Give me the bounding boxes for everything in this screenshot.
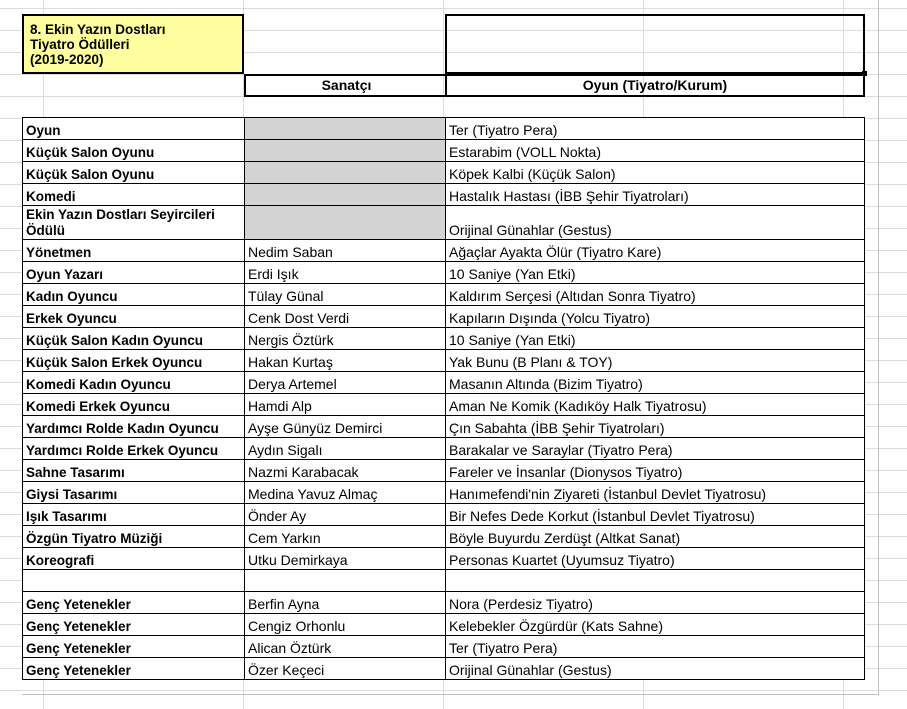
category-cell[interactable]: Komedi Kadın Oyuncu [23, 372, 245, 394]
artist-column-header[interactable]: Sanatçı [244, 74, 447, 97]
artist-cell[interactable]: Cenk Dost Verdi [245, 306, 446, 328]
play-cell[interactable]: Hanımefendi'nin Ziyareti (İstanbul Devlet Tiyatrosu) [446, 482, 865, 504]
artist-cell[interactable]: Hamdi Alp [245, 394, 446, 416]
table-row [23, 372, 865, 394]
category-cell[interactable]: Genç Yetenekler [23, 614, 245, 636]
play-cell[interactable]: Fareler ve İnsanlar (Dionysos Tiyatro) [446, 460, 865, 482]
artist-cell[interactable]: Önder Ay [245, 504, 446, 526]
table-row [23, 118, 865, 140]
category-cell[interactable]: Yönetmen [23, 240, 245, 262]
artist-cell[interactable]: Cem Yarkın [245, 526, 446, 548]
play-cell[interactable]: Kaldırım Serçesi (Altıdan Sonra Tiyatro) [446, 284, 865, 306]
category-cell[interactable]: Yardımcı Rolde Erkek Oyuncu [23, 438, 245, 460]
artist-cell[interactable] [245, 206, 446, 240]
table-row [23, 614, 865, 636]
artist-cell[interactable]: Ayşe Günyüz Demirci [245, 416, 446, 438]
play-cell[interactable]: Orijinal Günahlar (Gestus) [446, 658, 865, 680]
table-row [23, 548, 865, 570]
play-cell[interactable]: Nora (Perdesiz Tiyatro) [446, 592, 865, 614]
artist-cell[interactable] [245, 118, 446, 140]
category-cell[interactable]: Ekin Yazın Dostları Seyircileri Ödülü [23, 206, 245, 240]
table-row [23, 570, 865, 592]
title-line-2: Tiyatro Ödülleri [30, 37, 130, 52]
artist-cell[interactable] [245, 184, 446, 206]
artist-cell[interactable]: Cengiz Orhonlu [245, 614, 446, 636]
table-row [23, 460, 865, 482]
awards-table-body [23, 118, 865, 680]
category-cell[interactable]: Oyun [23, 118, 245, 140]
play-cell[interactable]: Barakalar ve Saraylar (Tiyatro Pera) [446, 438, 865, 460]
table-row [23, 206, 865, 240]
table-row [23, 592, 865, 614]
artist-cell[interactable]: Nazmi Karabacak [245, 460, 446, 482]
play-cell[interactable]: Köpek Kalbi (Küçük Salon) [446, 162, 865, 184]
blank-header-cell[interactable] [445, 14, 865, 74]
category-cell[interactable]: Erkek Oyuncu [23, 306, 245, 328]
table-row [23, 504, 865, 526]
table-row [23, 482, 865, 504]
category-cell[interactable]: Genç Yetenekler [23, 592, 245, 614]
artist-cell[interactable]: Medina Yavuz Almaç [245, 482, 446, 504]
artist-cell[interactable] [245, 570, 446, 592]
play-cell[interactable]: 10 Saniye (Yan Etki) [446, 262, 865, 284]
play-cell[interactable]: Hastalık Hastası (İBB Şehir Tiyatroları) [446, 184, 865, 206]
table-row [23, 262, 865, 284]
artist-cell[interactable]: Nergis Öztürk [245, 328, 446, 350]
category-cell[interactable]: Yardımcı Rolde Kadın Oyuncu [23, 416, 245, 438]
category-cell[interactable]: Komedi [23, 184, 245, 206]
artist-cell[interactable]: Nedim Saban [245, 240, 446, 262]
play-column-header[interactable]: Oyun (Tiyatro/Kurum) [445, 74, 865, 97]
table-row [23, 284, 865, 306]
category-cell[interactable]: Koreografi [23, 548, 245, 570]
play-cell[interactable]: Yak Bunu (B Planı & TOY) [446, 350, 865, 372]
play-cell[interactable]: Kelebekler Özgürdür (Kats Sahne) [446, 614, 865, 636]
table-row [23, 184, 865, 206]
play-cell[interactable]: Orijinal Günahlar (Gestus) [446, 206, 865, 240]
play-cell[interactable] [446, 570, 865, 592]
play-cell[interactable]: Kapıların Dışında (Yolcu Tiyatro) [446, 306, 865, 328]
artist-cell[interactable]: Tülay Günal [245, 284, 446, 306]
table-row [23, 162, 865, 184]
artist-cell[interactable]: Alican Öztürk [245, 636, 446, 658]
artist-cell[interactable]: Berfin Ayna [245, 592, 446, 614]
artist-cell[interactable]: Utku Demirkaya [245, 548, 446, 570]
table-row [23, 658, 865, 680]
play-cell[interactable]: Estarabim (VOLL Nokta) [446, 140, 865, 162]
category-cell[interactable]: Küçük Salon Kadın Oyuncu [23, 328, 245, 350]
play-cell[interactable]: Böyle Buyurdu Zerdüşt (Altkat Sanat) [446, 526, 865, 548]
play-cell[interactable]: Ter (Tiyatro Pera) [446, 118, 865, 140]
play-cell[interactable]: Ter (Tiyatro Pera) [446, 636, 865, 658]
title-line-1: 8. Ekin Yazın Dostları [30, 22, 166, 37]
artist-cell[interactable]: Aydın Sigalı [245, 438, 446, 460]
title-cell[interactable] [22, 14, 244, 74]
play-cell[interactable]: Ağaçlar Ayakta Ölür (Tiyatro Kare) [446, 240, 865, 262]
play-cell[interactable]: Bir Nefes Dede Korkut (İstanbul Devlet Tiyatrosu) [446, 504, 865, 526]
table-row [23, 438, 865, 460]
category-cell[interactable]: Giysi Tasarımı [23, 482, 245, 504]
play-cell[interactable]: Çın Sabahta (İBB Şehir Tiyatroları) [446, 416, 865, 438]
awards-table [22, 117, 865, 680]
play-cell[interactable]: Aman Ne Komik (Kadıköy Halk Tiyatrosu) [446, 394, 865, 416]
table-row [23, 306, 865, 328]
artist-cell[interactable] [245, 140, 446, 162]
category-cell[interactable] [23, 570, 245, 592]
category-cell[interactable]: Kadın Oyuncu [23, 284, 245, 306]
table-row [23, 394, 865, 416]
play-cell[interactable]: Masanın Altında (Bizim Tiyatro) [446, 372, 865, 394]
title-line-3: (2019-2020) [30, 52, 104, 67]
category-cell[interactable]: Küçük Salon Oyunu [23, 140, 245, 162]
category-cell[interactable]: Küçük Salon Oyunu [23, 162, 245, 184]
play-cell[interactable]: Personas Kuartet (Uyumsuz Tiyatro) [446, 548, 865, 570]
table-row [23, 636, 865, 658]
table-row [23, 140, 865, 162]
category-cell[interactable]: Işık Tasarımı [23, 504, 245, 526]
table-row [23, 416, 865, 438]
table-row [23, 350, 865, 372]
artist-cell[interactable]: Erdi Işık [245, 262, 446, 284]
category-cell[interactable]: Genç Yetenekler [23, 636, 245, 658]
play-cell[interactable]: 10 Saniye (Yan Etki) [446, 328, 865, 350]
category-cell[interactable]: Sahne Tasarımı [23, 460, 245, 482]
table-row [23, 328, 865, 350]
artist-cell[interactable]: Derya Artemel [245, 372, 446, 394]
artist-cell[interactable]: Özer Keçeci [245, 658, 446, 680]
category-cell[interactable]: Özgün Tiyatro Müziği [23, 526, 245, 548]
category-cell[interactable]: Oyun Yazarı [23, 262, 245, 284]
category-cell[interactable]: Küçük Salon Erkek Oyuncu [23, 350, 245, 372]
category-cell[interactable]: Genç Yetenekler [23, 658, 245, 680]
artist-cell[interactable]: Hakan Kurtaş [245, 350, 446, 372]
table-row [23, 240, 865, 262]
category-cell[interactable]: Komedi Erkek Oyuncu [23, 394, 245, 416]
table-row [23, 526, 865, 548]
artist-cell[interactable] [245, 162, 446, 184]
